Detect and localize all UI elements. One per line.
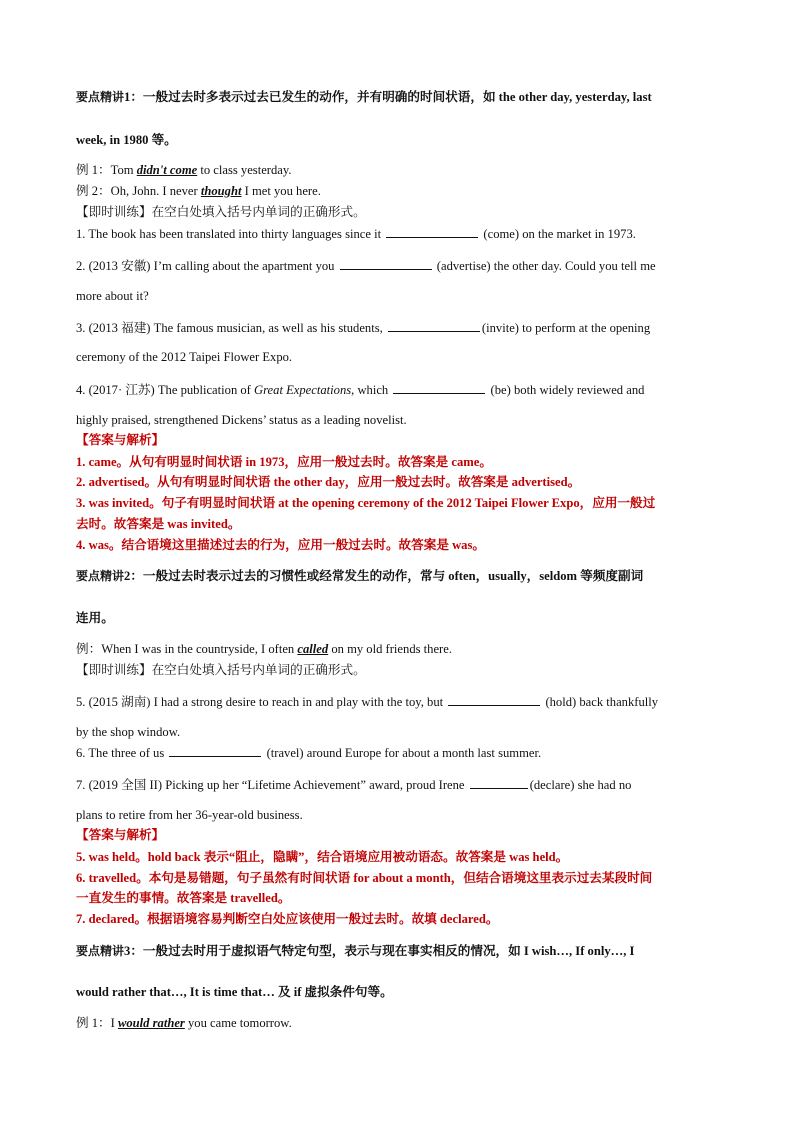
example-keyword: didn't come <box>136 163 198 177</box>
heading-text: ：一般过去时表示过去的习惯性或经常发生的动作，常与 often，usually，seldom 等频度副词 <box>130 569 644 583</box>
section-2-heading-cont: 连用。 <box>76 611 114 625</box>
question-3-cont: ceremony of the 2012 Taipei Flower Expo. <box>76 350 293 364</box>
answer-blank[interactable] <box>470 777 528 789</box>
question-text: , which <box>351 383 389 397</box>
question-4-cont: highly praised, strengthened Dickens’ status as a leading novelist. <box>76 413 407 427</box>
answer-1: 1. came。从句有明显时间状语 in 1973，应用一般过去时。故答案是 came。 <box>76 455 492 469</box>
example-keyword: would rather <box>117 1016 185 1030</box>
heading-text: ：一般过去时多表示过去已发生的动作，并有明确的时间状语，如 the other day, yesterday, last <box>130 90 652 104</box>
question-text: (come) on the market in 1973. <box>483 227 636 241</box>
section-1-heading <box>76 89 720 105</box>
question-4 <box>76 382 720 398</box>
example-text: to class yesterday. <box>197 163 292 177</box>
example-1 <box>76 1015 720 1031</box>
heading-prefix: 要点精讲 <box>76 569 125 583</box>
question-text: 4. (2017· 江苏) The publication of <box>76 383 255 397</box>
heading-text: ：一般过去时用于虚拟语气特定句型，表示与现在事实相反的情况，如 I wish…, If only…, I <box>130 944 635 958</box>
question-text: (declare) she had no <box>529 778 632 792</box>
answer-label: 【答案与解析】 <box>76 433 165 447</box>
answer-label: 【答案与解析】 <box>76 828 165 842</box>
example-1 <box>76 162 720 178</box>
book-title: Great Expectations <box>254 383 352 397</box>
question-1 <box>76 226 720 242</box>
answer-blank[interactable] <box>448 694 540 706</box>
heading-prefix: 要点精讲 <box>76 944 125 958</box>
heading-number: 1 <box>124 90 131 104</box>
answer-7: 7. declared。根据语境容易判断空白处应该使用一般过去时。故填 declared。 <box>76 912 499 926</box>
heading-prefix: 要点精讲 <box>76 90 125 104</box>
question-6 <box>76 745 720 761</box>
section-1-heading-cont: week, in 1980 等。 <box>76 133 177 147</box>
question-text: 6. The three of us <box>76 746 165 760</box>
section-3-heading <box>76 943 720 959</box>
question-3 <box>76 320 720 336</box>
answer-5: 5. was held。hold back 表示“阻止，隐瞒”，结合语境应用被动语态。故答案是 was held。 <box>76 850 569 864</box>
answer-3-cont: 去时。故答案是 was invited。 <box>76 517 241 531</box>
example-text: on my old friends there. <box>328 642 452 656</box>
answer-blank[interactable] <box>388 320 480 332</box>
section-2-heading <box>76 568 720 584</box>
heading-number: 3 <box>124 944 131 958</box>
answer-4: 4. was。结合语境这里描述过去的行为，应用一般过去时。故答案是 was。 <box>76 538 485 552</box>
question-7 <box>76 777 720 793</box>
answer-blank[interactable] <box>393 382 485 394</box>
example-text: you came tomorrow. <box>184 1016 292 1030</box>
example-text: 例 1：Tom <box>76 163 137 177</box>
example-2 <box>76 183 720 199</box>
example-text: 例 2：Oh, John. I never <box>76 184 201 198</box>
answer-6: 6. travelled。本句是易错题，句子虽然有时间状语 for about a month，但结合语境这里表示过去某段时间 <box>76 871 653 885</box>
answer-6-cont: 一直发生的事情。故答案是 travelled。 <box>76 891 291 905</box>
answer-blank[interactable] <box>169 745 261 757</box>
question-2-cont: more about it? <box>76 289 149 303</box>
question-text: 7. (2019 全国 II) Picking up her “Lifetime Achievement” award, proud Irene <box>76 778 465 792</box>
example-text: 例：When I was in the countryside, I often <box>76 642 298 656</box>
training-instruction: 【即时训练】在空白处填入括号内单词的正确形式。 <box>76 205 366 219</box>
question-text: (advertise) the other day. Could you tell me <box>436 259 656 273</box>
question-text: (hold) back thankfully <box>545 695 659 709</box>
example <box>76 641 720 657</box>
question-2 <box>76 258 720 274</box>
training-instruction: 【即时训练】在空白处填入括号内单词的正确形式。 <box>76 663 366 677</box>
question-text: (be) both widely reviewed and <box>490 383 645 397</box>
question-text: 1. The book has been translated into thirty languages since it <box>76 227 382 241</box>
question-text: 5. (2015 湖南) I had a strong desire to reach in and play with the toy, but <box>76 695 444 709</box>
question-text: 2. (2013 安徽) I’m calling about the apartment you <box>76 259 335 273</box>
heading-number: 2 <box>124 569 131 583</box>
answer-3: 3. was invited。句子有明显时间状语 at the opening ceremony of the 2012 Taipei Flower Expo，应用一般过 <box>76 496 656 510</box>
answer-2: 2. advertised。从句有明显时间状语 the other day，应用一般过去时。故答案是 advertised。 <box>76 475 581 489</box>
example-text: I met you here. <box>241 184 321 198</box>
question-7-cont: plans to retire from her 36-year-old business. <box>76 808 303 822</box>
question-text: 3. (2013 福建) The famous musician, as well as his students, <box>76 321 383 335</box>
question-5-cont: by the shop window. <box>76 725 181 739</box>
section-3-heading-cont: would rather that…, It is time that… 及 if 虚拟条件句等。 <box>76 985 393 999</box>
question-text: (invite) to perform at the opening <box>481 321 651 335</box>
question-text: (travel) around Europe for about a month last summer. <box>266 746 542 760</box>
example-keyword: thought <box>200 184 242 198</box>
question-5 <box>76 694 720 710</box>
answer-blank[interactable] <box>340 258 432 270</box>
example-text: 例 1：I <box>76 1016 118 1030</box>
answer-blank[interactable] <box>386 226 478 238</box>
example-keyword: called <box>297 642 329 656</box>
